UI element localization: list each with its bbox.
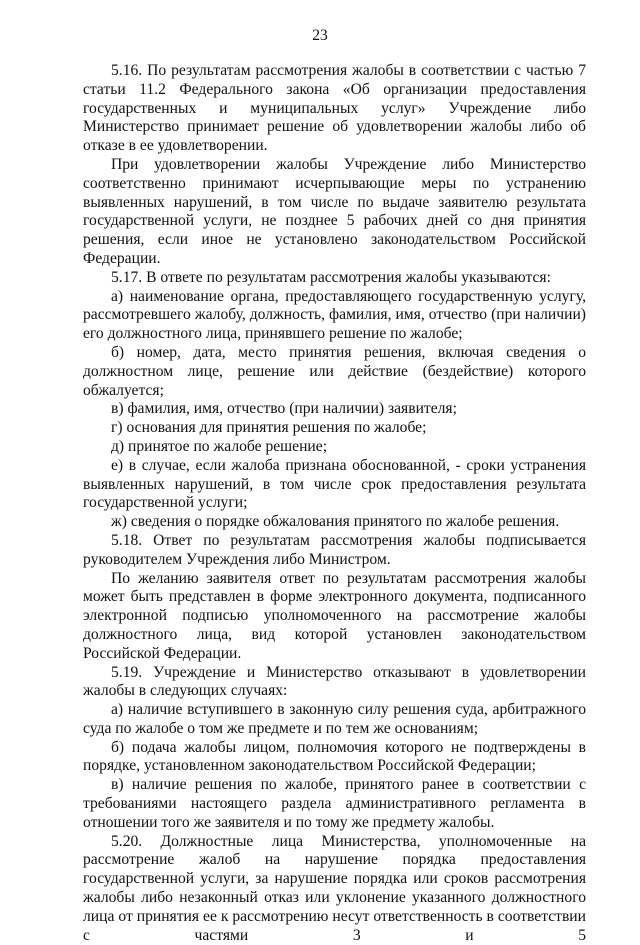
refusal-item-a: а) наличие вступившего в законную силу решения суда, арбитражного суда по жалобе о том же предмете и по тем же основаниям; <box>83 701 586 737</box>
paragraph-5-17: 5.17. В ответе по результатам рассмотрения жалобы указываются: <box>111 268 551 286</box>
list-item-e: е) в случае, если жалоба признана обоснованной, - сроки устранения выявленных нарушений, в том числе срок предоставления результата государственной услуги; <box>83 456 586 512</box>
paragraph-5-18: 5.18. Ответ по результатам рассмотрения жалобы подписывается руководителем Учреждения либо Министром. <box>83 531 586 568</box>
paragraph-5-20: 5.20. Должностные лица Министерства, уполномоченные на рассмотрение жалоб на нарушение порядка предоставления государственной услуги, за нарушение порядка или сроков рассмотрения жалобы либо незаконный отказ или уклонение указанного должностного лица от принятия ее к рассмотрению несут ответственность в соответствии с частями 3 и 5 <box>83 832 586 944</box>
list-item-g: г) основания для принятия решения по жалобе; <box>111 419 427 437</box>
list-item-b: б) номер, дата, место принятия решения, включая сведения о должностном лице, решение или действие (бездействие) которого обжалуется; <box>83 343 586 399</box>
refusal-item-b: б) подача жалобы лицом, полномочия которого не подтверждены в порядке, установленном законодательством Российской Федерации; <box>83 738 586 775</box>
paragraph-satisfaction-measures: При удовлетворении жалобы Учреждение либо Министерство соответственно принимают исчерпывающие меры по устранению выявленных нарушений, в том числе по выдаче заявителю результата государственной услуги, не позднее 5 рабочих дней со дня принятия решения, если иное не установлено законодательством Российской Федерации. <box>83 155 586 267</box>
list-item-a: а) наименование органа, предоставляющего государственную услугу, рассмотревшего жалобу, должность, фамилия, имя, отчество (при наличии) его должностного лица, принявшего решение по жалобе; <box>83 287 586 343</box>
document-body <box>83 62 586 945</box>
page-number: 23 <box>312 27 328 44</box>
paragraph-electronic-response: По желанию заявителя ответ по результатам рассмотрения жалобы может быть представлен в форме электронного документа, подписанного электронной подписью уполномоченного на рассмотрение жалобы должностного лица, вид которой установлен законодательством Российской Федерации. <box>83 569 586 662</box>
refusal-item-v: в) наличие решения по жалобе, принятого ранее в соответствии с требованиями настоящего раздела административного регламента в отношении того же заявителя и по тому же предмету жалобы. <box>83 776 586 831</box>
list-item-v: в) фамилия, имя, отчество (при наличии) заявителя; <box>111 400 457 418</box>
paragraph-5-19: 5.19. Учреждение и Министерство отказывают в удовлетворении жалобы в следующих случаях: <box>83 663 586 700</box>
list-item-d: д) принятое по жалобе решение; <box>111 437 328 455</box>
paragraph-5-16: 5.16. По результатам рассмотрения жалобы в соответствии с частью 7 статьи 11.2 Федерального закона «Об организации предоставления государственных и муниципальных услуг» Учреждение либо Министерство принимает решение об удовлетворении жалобы либо об отказе в ее удовлетворении. <box>83 62 586 155</box>
list-item-zh: ж) сведения о порядке обжалования принятого по жалобе решения. <box>111 513 560 531</box>
